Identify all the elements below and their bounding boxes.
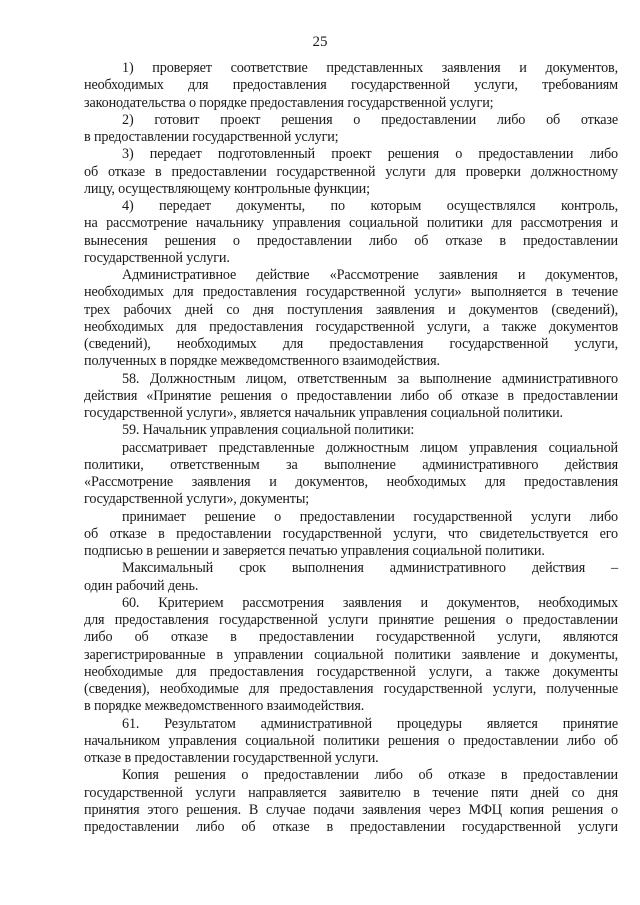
text-line: либо об отказе в предоставлении государственной услуги, являются (84, 629, 618, 646)
text-line: в предоставлении государственной услуги; (84, 129, 339, 145)
document-body (84, 60, 618, 836)
text-line: политики, ответственным за выполнение административного действия (84, 456, 618, 473)
text-line: законодательства о порядке предоставления государственной услуги; (84, 94, 494, 111)
text-line: Максимальный срок выполнения административного действия – (122, 560, 618, 577)
text-line: принимает решение о предоставлении государственной услуги либо (122, 508, 618, 525)
text-line: 60. Критерием рассмотрения заявления и документов, необходимых (122, 594, 618, 611)
text-line: принятия этого решения. В случае подачи заявления через МФЦ копия решения о (84, 801, 618, 818)
text-line: в порядке межведомственного взаимодействия. (84, 698, 365, 715)
text-line: об отказе в предоставлении государственной услуги, что свидетельствуется его (84, 525, 618, 542)
text-line: начальником управления социальной политики решения о предоставлении либо об (84, 732, 618, 749)
text-line: для предоставления государственной услуги принятие решения о предоставлении (84, 612, 618, 628)
text-line: действия «Принятие решения о предоставлении либо об отказе в предоставлении (84, 387, 618, 404)
text-line: 1) проверяет соответствие представленных заявления и документов, (122, 60, 618, 76)
text-line: государственной услуги», является начальник управления социальной политики. (84, 405, 563, 421)
text-line: необходимые для предоставления государственной услуги, а также документы (84, 663, 618, 680)
text-line: государственной услуги направляется заявителю в течение пяти дней со дня (84, 784, 618, 801)
text-line: на рассмотрение начальнику управления социальной политики для рассмотрения и (84, 215, 618, 232)
text-line: «Рассмотрение заявления и документов, необходимых для предоставления (84, 474, 618, 490)
text-line: 58. Должностным лицом, ответственным за выполнение административного (122, 370, 618, 387)
text-line: отказе в предоставлении государственной услуги. (84, 750, 379, 766)
text-line: необходимых для предоставления государственной услуги, требованиям (84, 77, 618, 94)
text-line: рассматривает представленные должностным лицом управления социальной (122, 439, 618, 456)
text-line: 4) передает документы, по которым осуществлялся контроль, (122, 198, 618, 214)
text-line: зарегистрированные в управлении социальной политики заявление и документы, (84, 646, 618, 663)
text-line: один рабочий день. (84, 577, 199, 594)
text-line: 61. Результатом административной процедуры является принятие (122, 715, 618, 732)
text-line: полученных в порядке межведомственного взаимодействия. (84, 353, 440, 370)
text-line: 2) готовит проект решения о предоставлении либо об отказе (122, 111, 618, 128)
text-line: трех рабочих дней со дня поступления заявления и документов (сведений), (84, 301, 618, 318)
text-line: (сведения), необходимые для предоставления государственной услуги, полученные (84, 681, 618, 697)
text-line: (сведений), необходимых для предоставления государственной услуги, (84, 336, 618, 352)
text-line: Административное действие «Рассмотрение заявления и документов, (122, 267, 618, 283)
page-number: 25 (312, 34, 328, 50)
text-line: подписью в решении и заверяется печатью управления социальной политики. (84, 543, 545, 559)
text-line: Копия решения о предоставлении либо об отказе в предоставлении (122, 767, 618, 784)
text-line: государственной услуги. (84, 249, 230, 266)
text-line: об отказе в предоставлении государственной услуги для проверки должностному (84, 163, 618, 180)
text-line: необходимых для предоставления государственной услуги» выполняется в течение (84, 284, 618, 301)
text-line: необходимых для предоставления государственной услуги, а также документов (84, 318, 618, 335)
text-line: лицу, осуществляющему контрольные функции; (84, 180, 370, 197)
text-line: 59. Начальник управления социальной политики: (122, 422, 415, 439)
text-line: 3) передает подготовленный проект решения о предоставлении либо (122, 146, 618, 163)
text-line: предоставлении либо об отказе в предоставлении государственной услуги (84, 819, 618, 835)
text-line: государственной услуги», документы; (84, 491, 310, 508)
text-line: вынесения решения о предоставлении либо об отказе в предоставлении (84, 232, 618, 249)
